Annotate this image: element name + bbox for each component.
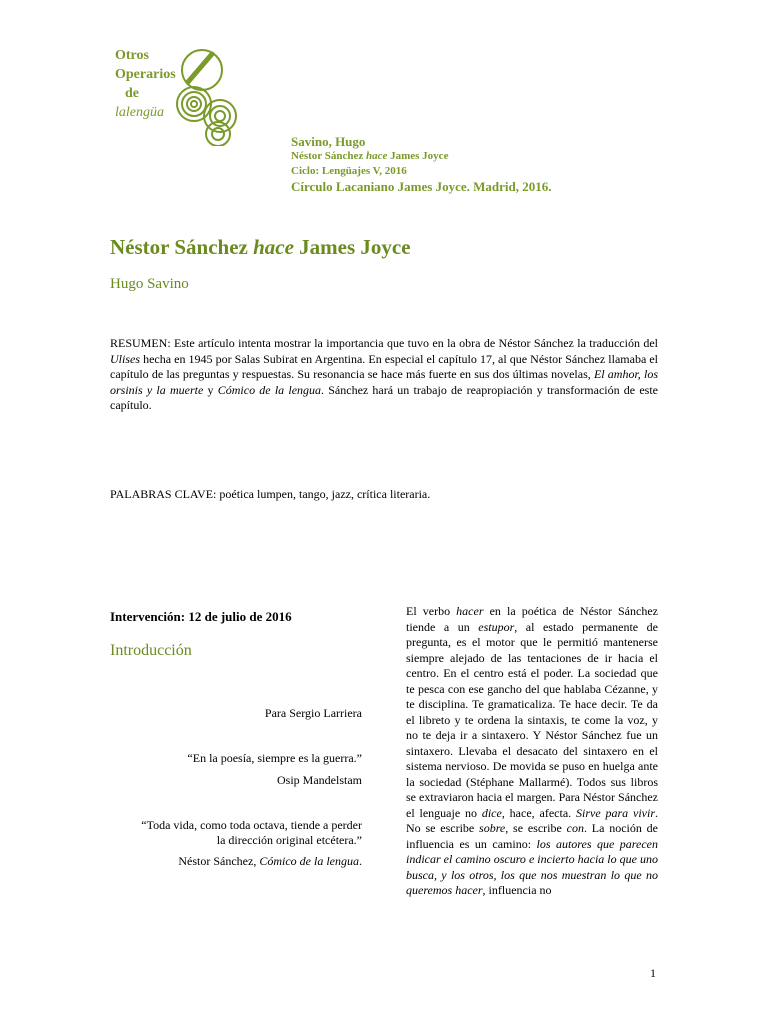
epigraph-quote-1: “En la poesía, siempre es la guerra.”: [187, 751, 362, 765]
spiral-logo-icon: [166, 46, 246, 146]
section-heading: Introducción: [110, 642, 192, 659]
header-block: [291, 134, 551, 194]
logo-line-2: Operarios: [115, 67, 176, 82]
header-circle: Círculo Lacaniano James Joyce. Madrid, 2016.: [291, 179, 552, 194]
keywords: PALABRAS CLAVE: poética lumpen, tango, jazz, crítica literaria.: [110, 487, 431, 501]
dedication: Para Sergio Larriera: [264, 706, 362, 720]
header-cycle: Ciclo: Lengüajes V, 2016: [291, 165, 407, 177]
logo-line-3: de: [125, 86, 139, 101]
body-text: El verbo hacer en la poética de Néstor Sánchez tiende a un estupor, al estado permanente de pregunta, es el motor que le permitió mantenerse siempre alejado de las tentaciones de ir hacia el centro. En el centro está el poder. La sociedad que te pesca con ese gancho del que hablaba Cézanne, y te disciplina. Te gramaticaliza. Te hace decir. Te da el libreto y te ordena la sintaxis, te come la voz, y no te deja ir a sintaxero. Y Néstor Sánchez fue un sintaxero. Llevaba el desacato del sintaxero en el sistema nervioso. De movida se puso en huelga ante la sociedad (Stéphane Mallarmé). Todos sus libros se extraviaron hacia el margen. Para Néstor Sánchez el lenguaje no dice, hace, afecta. Sirve para vivir. No se escribe sobre, se escribe con. La noción de influencia es un camino: los autores que parecen indicar el camino oscuro e incierto hacia lo que uno busca, y los otros, los que nos muestran lo que no queremos hacer, influencia no: [406, 604, 658, 897]
header-author: Savino, Hugo: [291, 134, 366, 149]
abstract: RESUMEN: Este artículo intenta mostrar la importancia que tuvo en la obra de Néstor Sánchez la traducción del Ulises hecha en 1945 por Salas Subirat en Argentina. En especial el capítulo 17, al que Néstor Sánchez llamaba el capítulo de las preguntas y respuestas. Su resonancia se hace más fuerte en sus dos últimas novelas, El amhor, los orsinis y la muerte y Cómico de la lengua. Sánchez hará un trabajo de reapropiación y transformación de este capítulo.: [110, 336, 659, 412]
article-author: Hugo Savino: [110, 276, 189, 292]
logo-line-1: Otros: [115, 48, 149, 63]
epigraph-quote-2: “Toda vida, como toda octava, tiende a perder la dirección original etcétera.”: [141, 818, 362, 847]
page-number: 1: [650, 966, 656, 980]
article-title: Néstor Sánchez hace James Joyce: [110, 235, 411, 259]
logo-line-4: lalengüa: [115, 105, 164, 120]
header-title: Néstor Sánchez hace James Joyce: [291, 150, 449, 162]
epigraph-author-2: Néstor Sánchez, Cómico de la lengua.: [178, 854, 362, 868]
epigraph-author-1: Osip Mandelstam: [277, 773, 362, 787]
intervention-date: Intervención: 12 de julio de 2016: [110, 609, 292, 624]
